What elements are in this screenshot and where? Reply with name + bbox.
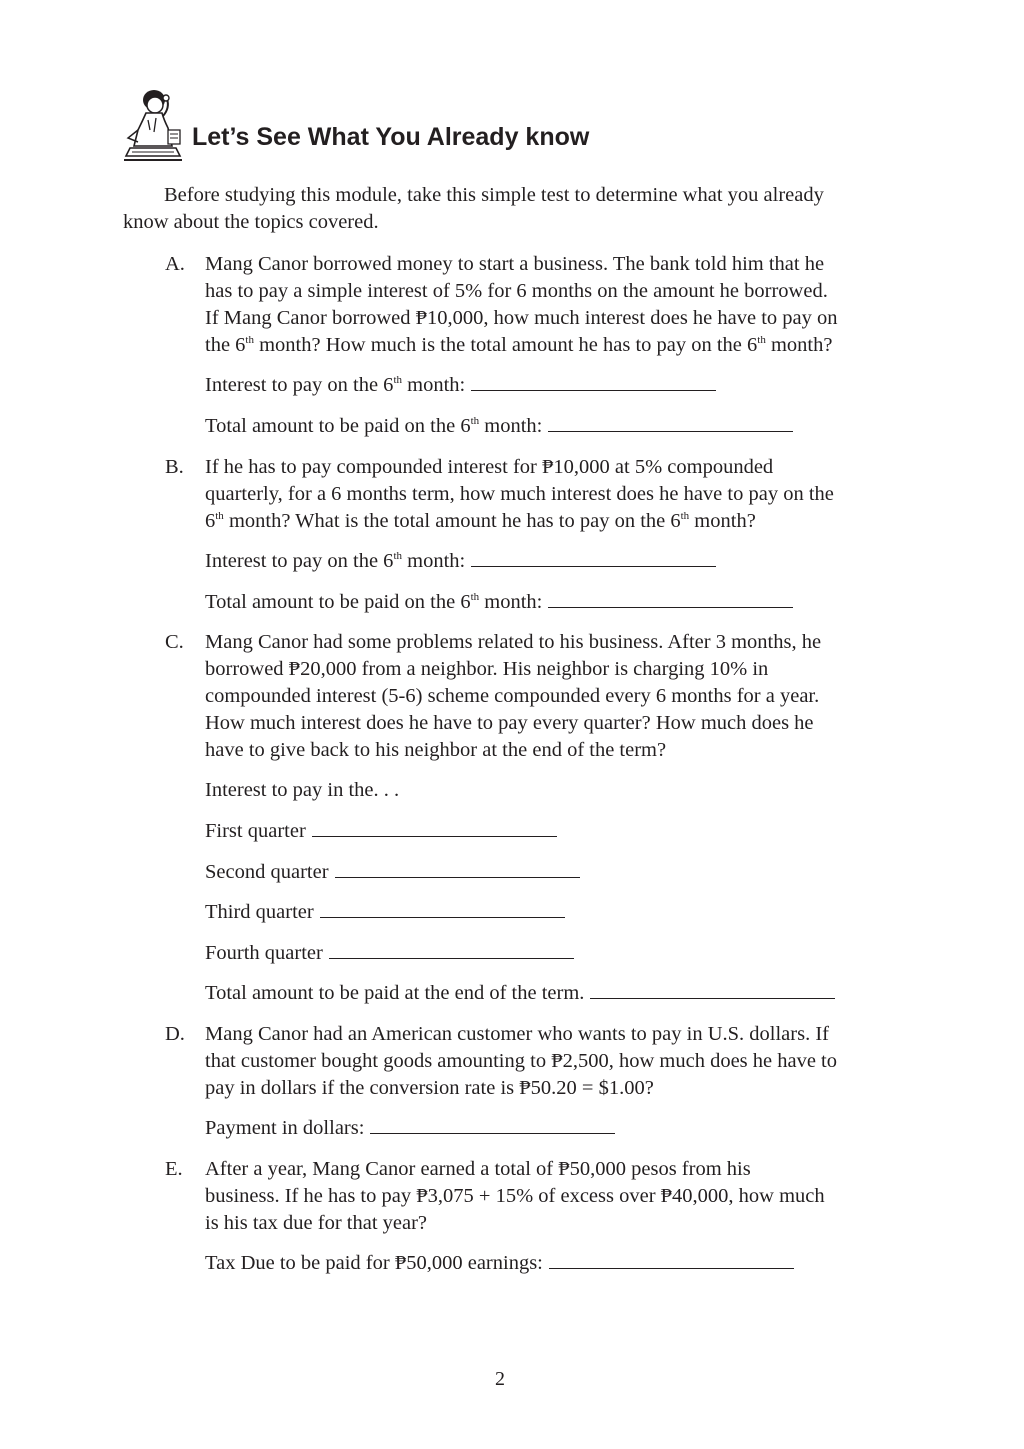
answer-label: Interest to pay on the 6	[205, 374, 394, 396]
answer-line-tax-due	[205, 1250, 794, 1277]
answer-blank[interactable]	[329, 941, 574, 959]
answer-line-payment-dollars	[205, 1115, 615, 1142]
answer-label: month:	[402, 550, 466, 572]
answer-blank[interactable]	[320, 900, 565, 918]
answer-label: Second quarter	[205, 861, 329, 883]
question-line: compounded interest (5-6) scheme compounded every 6 months for a year.	[205, 685, 820, 707]
answer-label: Total amount to be paid on the 6	[205, 591, 471, 613]
answer-line-fourth-quarter	[205, 940, 574, 967]
question-letter: B.	[165, 456, 184, 478]
text-run: month? How much is the total amount he has to pay on the 6	[253, 334, 758, 356]
section-header	[124, 86, 589, 162]
answer-blank[interactable]	[335, 860, 580, 878]
question-line: After a year, Mang Canor earned a total of ₱50,000 pesos from his	[205, 1158, 751, 1180]
answer-label: Total amount to be paid at the end of the term.	[205, 982, 585, 1004]
question-line: that customer bought goods amounting to ₱2,500, how much does he have to	[205, 1050, 838, 1072]
question-text	[205, 454, 885, 535]
intro-paragraph	[123, 182, 883, 236]
question-line: Mang Canor had some problems related to his business. After 3 months, he	[205, 631, 822, 653]
answer-blank[interactable]	[471, 549, 716, 567]
answer-line-total-term	[205, 980, 835, 1007]
page-number: 2	[495, 1368, 505, 1390]
question-line: If Mang Canor borrowed ₱10,000, how much interest does he have to pay on	[205, 307, 838, 329]
question-letter: D.	[165, 1023, 185, 1045]
superscript: th	[680, 510, 690, 522]
answer-label: Tax Due to be paid for ₱50,000 earnings:	[205, 1252, 543, 1274]
question-text	[205, 1021, 885, 1102]
superscript: th	[470, 415, 480, 427]
answer-blank[interactable]	[590, 981, 835, 999]
question-letter: C.	[165, 631, 184, 653]
answer-label: Third quarter	[205, 901, 314, 923]
question-letter: A.	[165, 253, 185, 275]
question-line: Mang Canor borrowed money to start a business. The bank told him that he	[205, 253, 825, 275]
answer-label: Fourth quarter	[205, 942, 323, 964]
answer-label: Payment in dollars:	[205, 1117, 365, 1139]
answer-line-total-a	[205, 413, 793, 440]
question-text	[205, 251, 885, 359]
answer-label: Interest to pay on the 6	[205, 550, 394, 572]
question-text	[205, 629, 885, 764]
answer-label: month:	[479, 415, 543, 437]
question-line: pay in dollars if the conversion rate is ₱50.20 = $1.00?	[205, 1077, 654, 1099]
question-line: have to give back to his neighbor at the end of the term?	[205, 739, 667, 761]
answer-line-total-b	[205, 589, 793, 616]
superscript: th	[470, 591, 480, 603]
superscript: th	[393, 374, 402, 386]
question-line	[205, 332, 885, 359]
answer-label: First quarter	[205, 820, 306, 842]
superscript: th	[245, 334, 254, 346]
answer-line-second-quarter	[205, 859, 580, 886]
question-text	[205, 1156, 885, 1237]
question-line: business. If he has to pay ₱3,075 + 15% of excess over ₱40,000, how much	[205, 1185, 825, 1207]
question-letter: E.	[165, 1158, 183, 1180]
answer-label: Total amount to be paid on the 6	[205, 415, 471, 437]
question-line	[205, 508, 885, 535]
answer-label: month:	[402, 374, 466, 396]
answer-line-first-quarter	[205, 818, 557, 845]
question-line: Mang Canor had an American customer who wants to pay in U.S. dollars. If	[205, 1023, 829, 1045]
answer-line-interest-b	[205, 548, 716, 575]
question-line: has to pay a simple interest of 5% for 6 months on the amount he borrowed.	[205, 280, 828, 302]
section-title: Let’s See What You Already know	[192, 123, 590, 151]
intro-line: know about the topics covered.	[123, 211, 379, 233]
text-run: month?	[689, 510, 756, 532]
text-run: month?	[765, 334, 833, 356]
answer-blank[interactable]	[549, 1251, 794, 1269]
text-run: 6	[205, 510, 216, 532]
intro-line: Before studying this module, take this simple test to determine what you already	[164, 184, 824, 206]
question-line: If he has to pay compounded interest for ₱10,000 at 5% compounded	[205, 456, 774, 478]
question-line: is his tax due for that year?	[205, 1212, 428, 1234]
answer-blank[interactable]	[548, 590, 793, 608]
answer-blank[interactable]	[548, 414, 793, 432]
text-run: the 6	[205, 334, 246, 356]
answer-label: month:	[479, 591, 543, 613]
student-thinking-icon	[124, 86, 182, 162]
text-run: month? What is the total amount he has to pay on the 6	[223, 510, 681, 532]
answer-blank[interactable]	[370, 1116, 615, 1134]
answer-intro-c	[205, 777, 399, 804]
question-line: quarterly, for a 6 months term, how much interest does he have to pay on the	[205, 483, 834, 505]
superscript: th	[215, 510, 224, 522]
question-line: How much interest does he have to pay every quarter? How much does he	[205, 712, 814, 734]
answer-blank[interactable]	[471, 373, 716, 391]
answer-blank[interactable]	[312, 819, 557, 837]
question-line: borrowed ₱20,000 from a neighbor. His neighbor is charging 10% in	[205, 658, 769, 680]
superscript: th	[393, 550, 402, 562]
answer-line-interest-a	[205, 372, 716, 399]
answer-line-third-quarter	[205, 899, 565, 926]
superscript: th	[757, 334, 766, 346]
answer-label: Interest to pay in the. . .	[205, 779, 400, 801]
